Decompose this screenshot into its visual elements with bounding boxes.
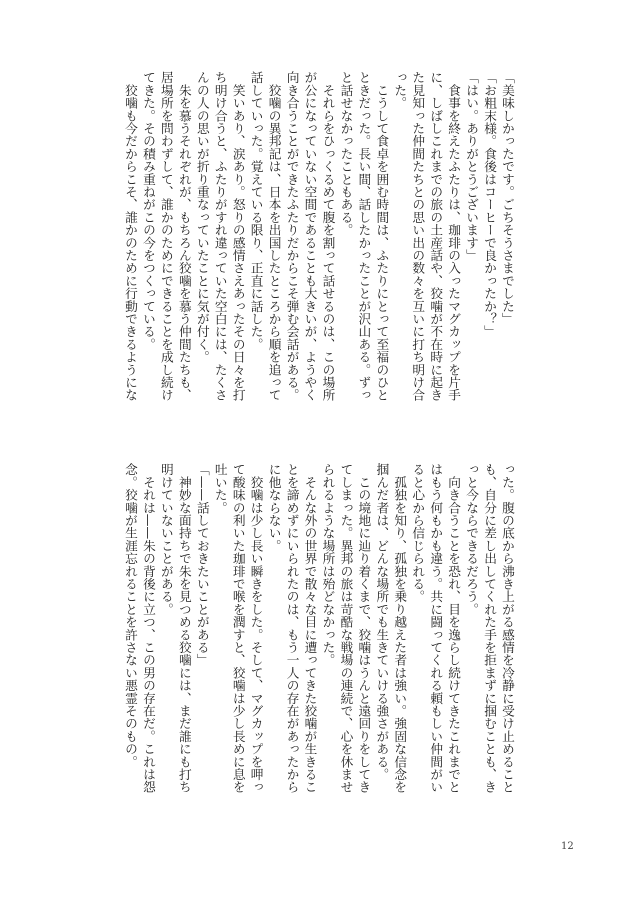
text-column: 向き合うことができたふたりだからこそ弾む会話がある。 xyxy=(284,71,300,402)
text-column: 向き合うことを恐れ、目を逸らし続けてきたこれまでと xyxy=(446,463,462,794)
text-column: 念。狡噛が生涯忘れることを許さない悪霊そのもの。 xyxy=(122,463,138,768)
text-column: と話せなかったこともある。 xyxy=(338,71,354,237)
text-column: ると心から信じられる。 xyxy=(410,463,426,603)
text-column: そんな外の世界で散々な目に遭ってきた狡噛が生きるこ xyxy=(302,463,318,794)
text-column: てきた。その積み重ねがこの今をつくっている。 xyxy=(140,71,156,351)
text-column: 狡噛は少し長い瞬きをした。そして、マグカップを呷っ xyxy=(248,463,264,794)
page-number: 12 xyxy=(561,841,574,852)
text-column: 「お粗末様。食後はコーヒーで良かったか？」 xyxy=(482,71,498,338)
text-column: 狡噛も今だからこそ、誰かのために行動できるようにな xyxy=(122,71,138,402)
text-column: 「はい。ありがとうございます」 xyxy=(464,71,480,262)
text-column: 話していった。覚えている限り、正直に話した。 xyxy=(248,71,264,351)
text-column: 朱を慕うそれぞれが、もちろん狡噛を慕う仲間たちも、 xyxy=(176,71,192,402)
text-column: 居場所を問わずして、誰かのためにできることを成し続け xyxy=(158,71,174,402)
lower-text-block xyxy=(121,463,516,795)
text-column: 明けていないことがある。 xyxy=(158,463,174,616)
text-column: った。 xyxy=(392,71,408,110)
upper-text-block xyxy=(121,71,516,403)
text-column: に、しばしこれまでの旅の土産話や、狡噛が不在時に起き xyxy=(428,71,444,402)
text-column: それらをひっくるめて腹を割って話せるのは、この場所 xyxy=(320,71,336,402)
text-column: が公になっていない空間であることも大きいが、ようやく xyxy=(302,71,318,402)
text-column: 「——話しておきたいことがある」 xyxy=(194,463,210,667)
text-column: はもう何もかも違う。共に闘ってくれる頼もしい仲間がい xyxy=(428,463,444,794)
text-column: 食事を終えたふたりは、珈琲の入ったマグカップを片手 xyxy=(446,71,462,402)
text-column: 神妙な面持ちで朱を見つめる狡噛には、まだ誰にも打ち xyxy=(176,463,192,794)
text-column: た見知った仲間たちとの思い出の数々を互いに打ち明け合 xyxy=(410,71,426,402)
text-column: も、自分に差し出してくれた手を拒まずに掴むことも、き xyxy=(482,463,498,794)
text-column: った。腹の底から沸き上がる感情を冷静に受け止めること xyxy=(500,463,515,794)
text-column: 孤独を知り、孤独を乗り越えた者は強い。強固な信念を xyxy=(392,463,408,794)
text-column: この境地に辿り着くまで、狡噛はうんと遠回りをしてき xyxy=(356,463,372,794)
text-column: それは——朱の背後に立つ、この男の存在だ。これは怨 xyxy=(140,463,156,794)
text-column: 吐いた。 xyxy=(212,463,228,514)
text-column: に他ならない。 xyxy=(266,463,282,552)
text-column: 掴んだ者は、どんな場所でも生きていける強さがある。 xyxy=(374,463,390,781)
text-column: ち明け合うと、ふたりがすれ違っていた空白には、たくさ xyxy=(212,71,228,402)
text-column: て酸味の利いた珈琲で喉を潤すと、狡噛は少し長めに息を xyxy=(230,463,246,794)
text-column: 笑いあり、涙あり。怒りの感情さえあったその日々を打 xyxy=(230,71,246,402)
text-column: 狡噛の異邦記は、日本を出国したところから順を追って xyxy=(266,71,282,402)
text-column: んの人の思いが折り重なっていたことに気が付く。 xyxy=(194,71,210,364)
text-column: ときだった。長い間、話したかったことが沢山ある。ずっ xyxy=(356,71,372,402)
text-column: っと今ならできるだろう。 xyxy=(464,463,480,616)
text-column: こうして食卓を囲む時間は、ふたりにとって至福のひと xyxy=(374,71,390,402)
text-column: られるような場所は殆どなかった。 xyxy=(320,463,336,667)
text-column: とを諦めずにいられたのは、もう一人の存在があったから xyxy=(284,463,300,794)
text-column: てしまった。異邦の旅は苛酷な戦場の連続で、心を休ませ xyxy=(338,463,354,794)
text-column: 「美味しかったです。ごちそうさまでした」 xyxy=(500,71,515,325)
